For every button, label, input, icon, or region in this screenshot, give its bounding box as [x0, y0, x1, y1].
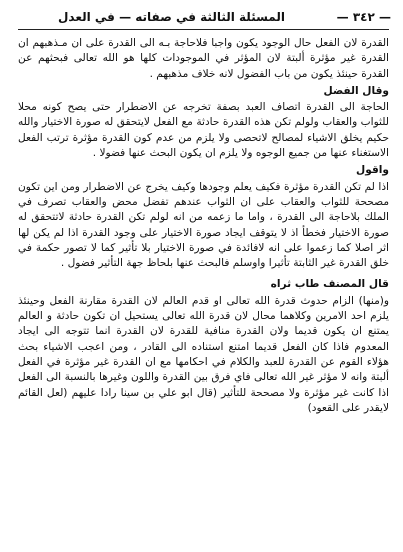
page-header: [12, 10, 393, 28]
page-body: [18, 36, 389, 544]
paragraph-4: و(منها) الزام حدوث قدرة الله تعالى او قدم العالم لان القدرة مقارنة الفعل وحينئذ يلزم احد الامرين وكلاهما محال لان قدرة الله تعالى يستحيل ان تكون حادثة و العالم يمتنع ان يكون قديما ولان القدرة منافية للقدرة لان القدرة انما تتوجه الى ايجاد المعدوم فاذا كان الفعل قديما امتنع استناده الى القادر ، ومن اعجب الاشياء بحث هؤلاء القوم عن القدرة للعبد والكلام في احكامها مع ان القدرة غير مؤثرة في الفعل ألبتة وانه لا مؤثر غير الله تعالى فاي فرق بين القدرة واللون وغيرها بالنسبة الى الفعل اذا كانت غير مؤثرة ولا مصححة للتأثير (قال ابو علي بن سينا رادا عليهم (لعل القائم لايقدر على القعود): [18, 294, 389, 414]
section-heading-fadl: وقال الفضل: [323, 84, 389, 97]
paragraph-3: اذا لم تكن القدرة مؤثرة فكيف يعلم وجودها وكيف يخرج عن الاضطرار ومن اين تكون مصححة للثواب والعقاب على ان الثواب عندهم تفضل محض والعقاب تصرف في الملك بلاحاجة الى القدرة ، واما ما زعمه من انه لولم تكن القدرة حادثة لاتتحقق له صورة الاختيار فخطأ اذ لا يتوقف ايجاد صورة الاختيار على وجود القدرة اذا لم يكن لها اثر اصلا كما زعموا على انه لافائدة في صورة الاختيار بلا تأثير كما لا تصور حكمة في خلق القدرة غير الثابتة تأثيرا واوسلم فالبحث عنها بلحاظ جهة التأثير فضول .: [18, 180, 389, 270]
section-heading-musannif: قال المصنف طاب ثراه: [270, 278, 389, 291]
paragraph-1: القدرة لان الفعل حال الوجود يكون واجبا فلاحاجة بـه الى القدرة على ان مـذهبهم ان القدرة غير مؤثرة ألبتة لان المؤثر في الموجودات كلها هو الله تعالى فبحثهم عن القدرة حينئذ يكون من باب الفضول لانه خلاف مذهبهم .: [18, 37, 389, 80]
page-number: — ٣٤٢ —: [336, 10, 391, 24]
section-heading-aqul: واقول: [356, 164, 389, 177]
header-rule: [18, 29, 389, 30]
running-head: المسئلة الثالثة في صفاته — في العدل: [58, 10, 285, 24]
paragraph-2: الحاجة الى القدرة اتصاف العبد بصفة تخرجه عن الاضطرار حتى يصح كونه محلا للثواب والعقاب ولولم تكن هذه القدرة حادثة مع الفعل لايتحقق له صورة الاختيار والله حكيم يخلق الاشياء لمصالح لاتحصى ولا يلزم من عدم كون القدرة مؤثرة ترتب الفعل الاستغناء عنها من جميع الوجوه ولا يلزم ان يكون البحث عنها فضولا .: [18, 101, 389, 160]
